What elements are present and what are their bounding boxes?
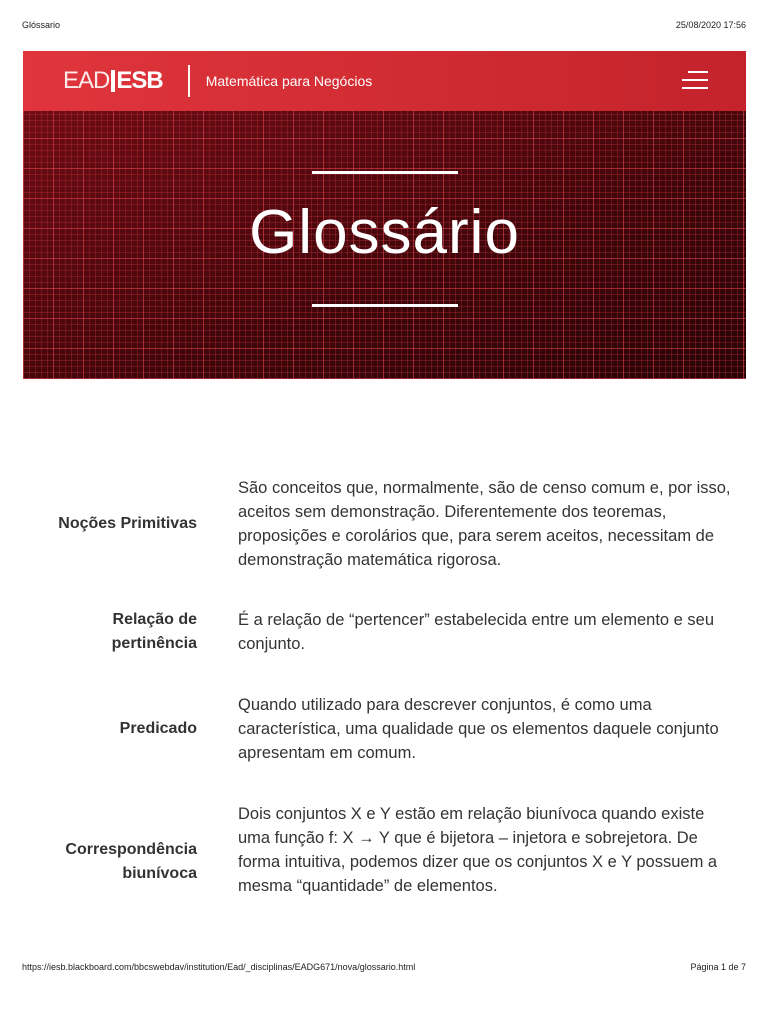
logo-bar <box>111 70 115 92</box>
glossary-definition: É a relação de “pertencer” estabelecida entre um elemento e seu conjunto. <box>238 611 715 653</box>
page-title: Glossário <box>249 198 520 267</box>
print-header <box>22 20 746 30</box>
print-url[interactable]: https://iesb.blackboard.com/bbcswebdav/institution/Ead/_disciplinas/EADG671/nova/glossario.html <box>22 962 416 972</box>
course-title: Matemática para Negócios <box>205 73 373 89</box>
print-datetime: 25/08/2020 17:56 <box>675 20 746 30</box>
hero-banner <box>23 111 746 379</box>
logo-ead-text: EAD <box>63 67 110 94</box>
glossary-term: Predicado <box>119 720 197 737</box>
menu-line <box>688 71 708 73</box>
header-divider <box>188 65 190 97</box>
menu-line <box>682 87 708 89</box>
glossary-definition: Dois conjuntos X e Y estão em relação biunívoca quando existe uma função f: X → Y que é bijetora – injetora e sobrejetora. De forma intuitiva, podemos dizer que os conjuntos X e Y possuem a mesma “quantidade” de elementos. <box>238 805 718 895</box>
logo-esb-text: ESB <box>116 67 163 94</box>
menu-line <box>682 79 708 81</box>
print-page-title: Glóssario <box>22 20 61 30</box>
glossary-entry <box>23 802 746 922</box>
banner-top-rule <box>312 171 458 174</box>
eadesb-logo[interactable] <box>63 67 163 95</box>
glossary-term: Relação de pertinência <box>111 611 197 652</box>
hamburger-menu-icon[interactable] <box>682 71 708 89</box>
glossary-entry <box>23 476 746 572</box>
glossary-entry <box>23 608 746 656</box>
glossary-definition: São conceitos que, normalmente, são de censo comum e, por isso, aceitos sem demonstração. Diferentemente dos teoremas, proposições e corolários que, para serem aceitos, necessitam de demonstração matemática rigorosa. <box>238 479 731 569</box>
glossary-entry <box>23 693 746 765</box>
glossary-term: Correspondência biunívoca <box>65 841 197 882</box>
top-navigation-bar <box>23 51 746 111</box>
print-footer <box>22 962 746 972</box>
glossary-definition: Quando utilizado para descrever conjuntos, é como uma característica, uma qualidade que os elementos daquele conjunto apresentam em comum. <box>238 696 719 762</box>
glossary-term: Noções Primitivas <box>58 515 197 532</box>
print-page-number: Página 1 de 7 <box>690 962 746 972</box>
banner-bottom-rule <box>312 304 458 307</box>
